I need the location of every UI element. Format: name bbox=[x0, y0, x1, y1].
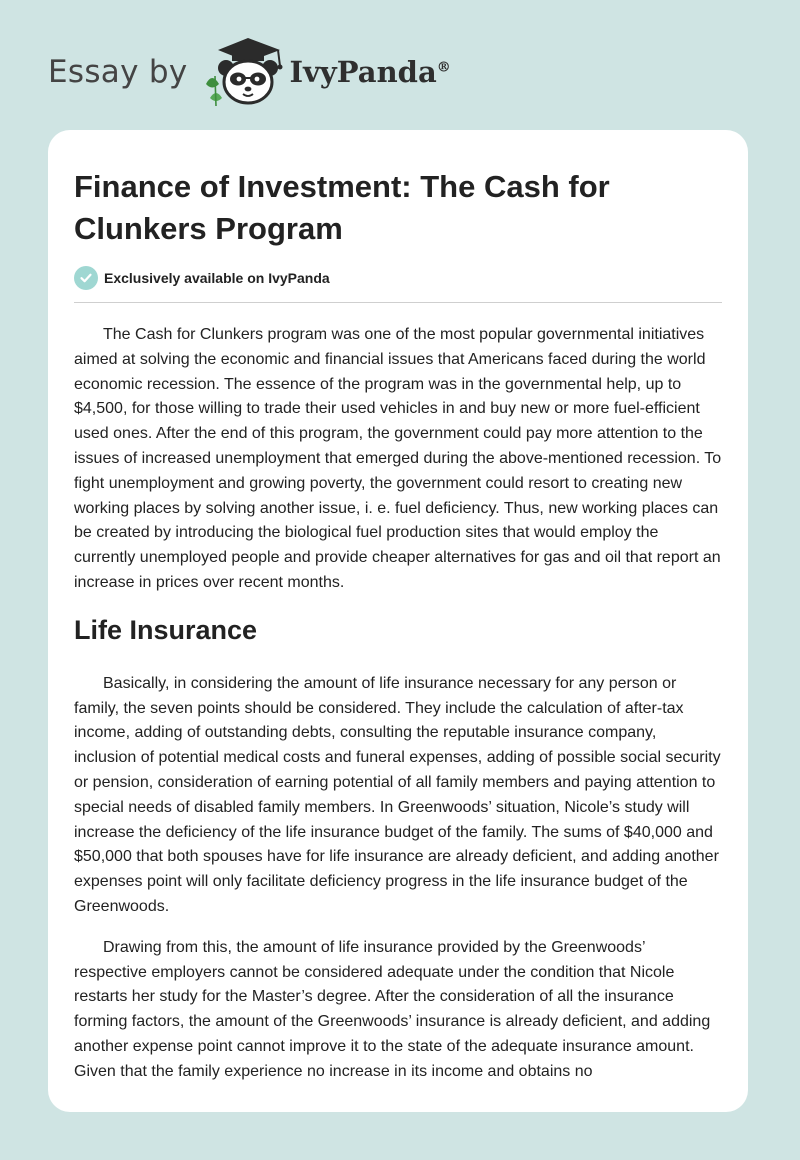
panda-graduation-cap-icon bbox=[202, 36, 294, 108]
intro-paragraph: The Cash for Clunkers program was one of the most popular governmental initiatives aimed at solving the economic and financial issues that Americans faced during the world economic recession. The essence of the program was in the governmental help, up to $4,500, for those willing to trade their used vehicles in and buy new or more fuel-efficient used ones. After the end of this program, the government could pay more attention to the issues of increased unemployment that emerged during the above-mentioned recession. To fight unemployment and growing poverty, the government could resort to creating new working places by solving another issue, i. e. fuel deficiency. Thus, new working places can be created by introducing the biological fuel production sites that would employ the currently unemployed people and provide cheaper alternatives for gas and oil that report an increase in prices over recent months. bbox=[74, 326, 722, 591]
brand-name: IvyPanda® bbox=[289, 55, 451, 89]
divider bbox=[74, 302, 722, 303]
brand-prefix: Essay by bbox=[48, 54, 188, 90]
body-paragraph: Drawing from this, the amount of life insurance provided by the Greenwoods’ respective employers cannot be considered adequate under the condition that Nicole restarts her study for the Master’s degree. After the consideration of all the insurance forming factors, the amount of the Greenwoods’ insurance is already deficient, and adding another expense point cannot improve it to the state of the adequate insurance amount. Given that the family experience no increase in its income and obtains no bbox=[74, 938, 711, 1080]
check-circle-icon bbox=[74, 266, 98, 290]
exclusive-badge bbox=[74, 266, 722, 290]
section-heading: Life Insurance bbox=[74, 614, 258, 645]
body-paragraph: Basically, in considering the amount of life insurance necessary for any person or family, the seven points should be considered. They include the calculation of after-tax income, adding of outstanding debts, consulting the reputable insurance company, inclusion of potential medical costs and funeral expenses, adding of possible social security or pension, consideration of earning potential of all family members and paying attention to special needs of disabled family members. In Greenwoods’ situation, Nicole’s study will increase the deficiency of the life insurance budget of the family. The sums of $40,000 and $50,000 that both spouses have for life insurance are already deficient, and adding another expenses point will only facilitate deficiency progress in the life insurance budget of the Greenwoods. bbox=[74, 674, 721, 915]
essay-card bbox=[48, 130, 748, 1112]
badge-text: Exclusively available on IvyPanda bbox=[104, 270, 330, 286]
page-title: Finance of Investment: The Cash for Clunkers Program bbox=[74, 169, 610, 246]
brand-header[interactable] bbox=[48, 36, 451, 108]
